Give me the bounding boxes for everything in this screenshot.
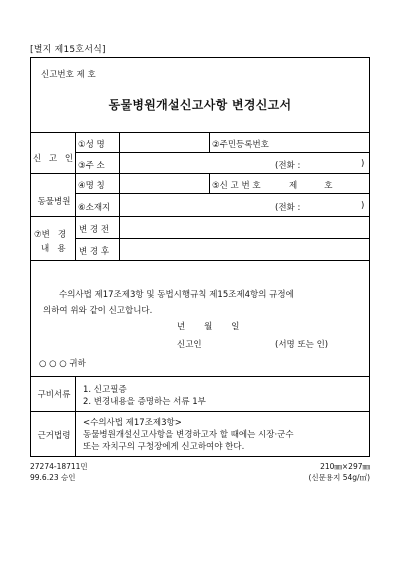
rule-name-split (209, 132, 210, 152)
rule-section-column (75, 132, 76, 260)
documents-label: 구비서류 (37, 390, 71, 400)
change-section-label-line1: ⑦변 경 (34, 230, 67, 240)
change-section-label-line2: 내 용 (41, 244, 66, 254)
reporter-phone-close: ) (361, 159, 365, 169)
declaration-line2: 의하여 위와 같이 신고합니다. (43, 306, 153, 316)
paper-type: (신문용지 54g/㎡) (308, 473, 370, 482)
declaration-line1: 수의사법 제17조제3항 및 동법시행규칙 제15조제4항의 규정에 (59, 290, 294, 300)
before-change-label: 변 경 전 (79, 225, 110, 235)
approval-number: 27274-18711민 (30, 462, 88, 471)
rule-reporter-bottom (31, 173, 369, 174)
reporter-section-label: 신 고 인 (33, 154, 76, 164)
hospital-phone-label: (전화 : (275, 203, 301, 213)
after-change-label: 변 경 후 (79, 247, 110, 257)
legal-basis-label: 근거법령 (37, 431, 71, 441)
form-number: [별지 제15호서식] (30, 45, 106, 55)
receipt-number: 신고번호 제 호 (41, 70, 96, 80)
address-label: ③주 소 (78, 161, 105, 171)
rule-change-bottom (31, 260, 369, 261)
rule-title-bottom (31, 132, 369, 133)
hospital-phone-close: ) (361, 201, 365, 211)
hospital-name-label: ④명 칭 (78, 181, 105, 191)
paper-size: 210㎜×297㎜ (320, 462, 370, 471)
legal-basis-line2: 동물병원개설신고사항을 변경하고자 할 때에는 시장·군수 (83, 430, 294, 440)
hospital-section-label: 동물병원 (37, 197, 71, 207)
declaration-date: 년 월 일 (177, 322, 240, 332)
rule-hospital-split (209, 173, 210, 193)
signature-note: (서명 또는 인) (275, 340, 329, 350)
reporter-phone-label: (전화 : (275, 161, 301, 171)
rule-declaration-bottom (31, 376, 369, 377)
form-title: 동물병원개설신고사항 변경신고서 (108, 98, 292, 112)
report-number-label: ⑤신 고 번 호 (212, 181, 261, 191)
report-form (30, 57, 370, 457)
legal-basis-line3: 또는 자치구의 구청장에게 신고하여야 한다. (83, 442, 245, 452)
legal-basis-line1: <수의사법 제17조제3항> (83, 418, 182, 428)
location-label: ⑥소재지 (78, 203, 111, 213)
rrn-label: ②주민등록번호 (212, 140, 269, 150)
rule-bottom-label-column (75, 376, 76, 456)
document-item-1: 1. 신고필증 (83, 385, 127, 395)
signer-label: 신고인 (177, 340, 202, 350)
rule-hospital-bottom (31, 216, 369, 217)
report-number-value: 제 호 (289, 181, 333, 191)
approval-date: 99.6.23 승인 (30, 473, 76, 482)
addressee: ○ ○ ○ 귀하 (39, 359, 86, 369)
rule-label-column (119, 132, 120, 260)
rule-documents-bottom (31, 411, 369, 412)
name-label: ①성 명 (78, 140, 105, 150)
document-item-2: 2. 변경내용을 증명하는 서류 1부 (83, 397, 206, 407)
